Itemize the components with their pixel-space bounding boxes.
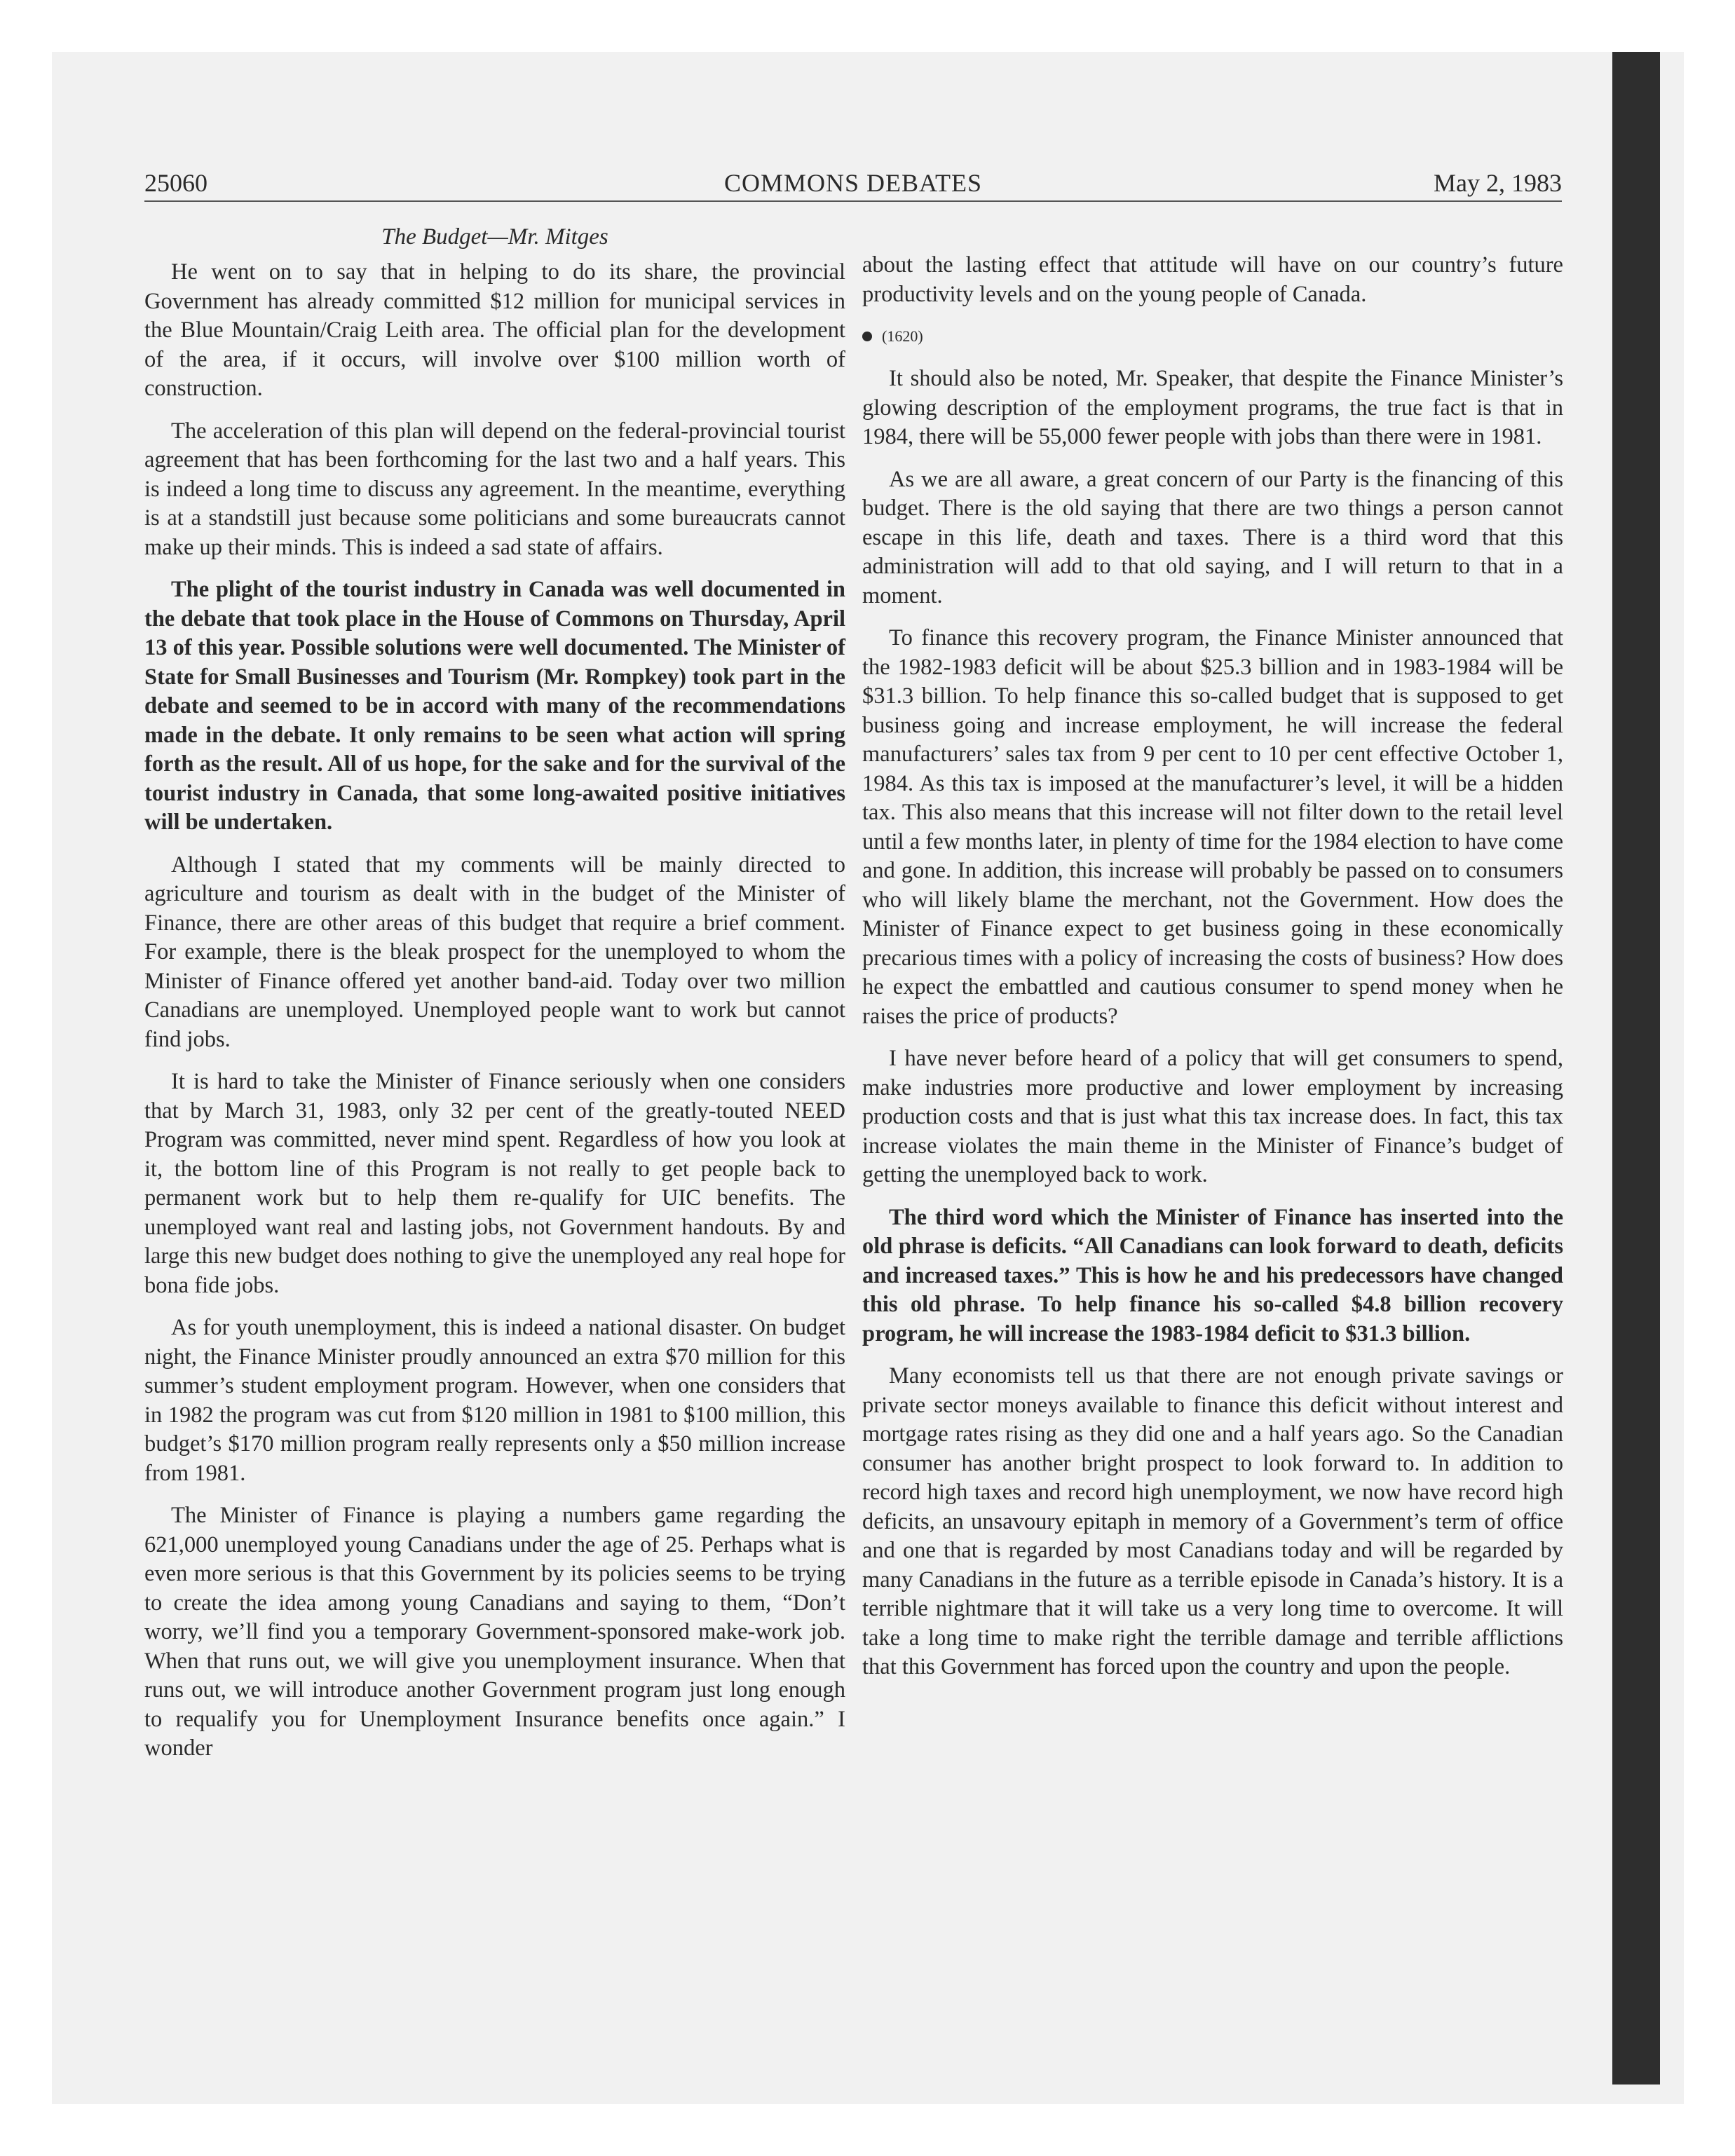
paragraph: The acceleration of this plan will depend on the federal-provincial tourist agreement that has been forthcoming for the last two and a half years. This is indeed a long time to discuss any agreement. In the meantime, everything is at a standstill just because some politicians and some bureaucrats cannot make up their minds. This is indeed a sad state of affairs. [144, 418, 845, 560]
paragraph: Although I stated that my comments will be mainly directed to agriculture and tourism as dealt with in the budget of the Minister of Finance, there are other areas of this budget that require a brief comment. For example, there is the bleak prospect for the unemployed to whom the Minister of Finance offered yet another band-aid. Today over two million Canadians are unemployed. Unemployed people want to work but cannot find jobs. [144, 852, 845, 1052]
paragraph: The Minister of Finance is playing a numbers game regarding the 621,000 unemployed young Canadians under the age of 25. Perhaps what is even more serious is that this Government by its policies seems to be trying to create the idea among young Canadians and saying to them, “Don’t worry, we’ll find you a temporary Government-sponsored make-work job. When that runs out, we will give you unemployment insurance. When that runs out, we will introduce another Government program just long enough to requalify you for Unemployment Insurance benefits once again.” I wonder [144, 1503, 845, 1761]
paragraph: As for youth unemployment, this is indeed a national disaster. On budget night, the Finance Minister proudly announced an extra $70 million for this summer’s student employment program. However, when one considers that in 1982 the program was cut from $120 million in 1981 to $100 million, this budget’s $170 million program really represents only a $50 million increase from 1981. [144, 1315, 845, 1486]
left-column [144, 221, 845, 1777]
header-rule [144, 200, 1562, 202]
publication-date: May 2, 1983 [1434, 169, 1562, 197]
paragraph: The third word which the Minister of Finance has inserted into the old phrase is deficits. “All Canadians can look forward to death, deficits and increased taxes.” This is how he and his predecessors have changed this old phrase. To help finance his so-called $4.8 billion recovery program, he will increase the 1983-1984 deficit to $31.3 billion. [862, 1204, 1563, 1346]
paragraph: The plight of the tourist industry in Canada was well documented in the debate that took place in the House of Commons on Thursday, April 13 of this year. Possible solutions were well documented. The Minister of State for Small Businesses and Tourism (Mr. Rompkey) took part in the debate and seemed to be in accord with many of the recommendations made in the debate. It only remains to be seen what action will spring forth as the result. All of us hope, for the sake and for the survival of the tourist industry in Canada, that some long-awaited positive initiatives will be undertaken. [144, 577, 845, 835]
time-marker-label: (1620) [882, 327, 923, 345]
paragraph: It should also be noted, Mr. Speaker, that despite the Finance Minister’s glowing description of the employment programs, the true fact is that in 1984, there will be 55,000 fewer people with jobs than there were in 1981. [862, 366, 1563, 449]
time-marker [862, 322, 1563, 350]
right-column [862, 251, 1563, 1696]
paragraph-continuation: about the lasting effect that attitude will have on our country’s future productivity levels and on the young people of Canada. [862, 252, 1563, 307]
paragraph: Many economists tell us that there are not enough private savings or private sector moneys available to finance this deficit without interest and mortgage rates rising as they did one and a half years ago. So the Canadian consumer has another bright prospect to look forward to. In addition to record high taxes and record high unemployment, we now have record high deficits, an unsavoury epitaph in memory of a Government’s term of office and one that is regarded by most Canadians today and will be regarded by many Canadians in the future as a terrible episode in Canada’s history. It is a terrible nightmare that it will take us a very long time to overcome. It will take a long time to make right the terrible damage and terrible afflictions that this Government has forced upon the country and upon the people. [862, 1363, 1563, 1679]
scan-edge-shadow [1612, 52, 1660, 2085]
paragraph: As we are all aware, a great concern of our Party is the financing of this budget. There is the old saying that there are two things a person cannot escape in this life, death and taxes. There is a third word that this administration will add to that old saying, and I will return to that in a moment. [862, 466, 1563, 608]
paragraph: It is hard to take the Minister of Finance seriously when one considers that by March 31, 1983, only 32 per cent of the greatly-touted NEED Program was committed, never mind spent. Regardless of how you look at it, the bottom line of this Program is not really to get people back to permanent work but to help them re-qualify for UIC benefits. The unemployed want real and lasting jobs, not Government handouts. By and large this new budget does nothing to give the unemployed any real hope for bona fide jobs. [144, 1069, 845, 1298]
bullet-icon [862, 332, 872, 341]
section-subheading: The Budget—Mr. Mitges [381, 224, 608, 250]
paragraph: To finance this recovery program, the Finance Minister announced that the 1982-1983 deficit will be about $25.3 billion and in 1983-1984 will be $31.3 billion. To help finance this so-called budget that is supposed to get business going and increase employment, he will increase the federal manufacturers’ sales tax from 9 per cent to 10 per cent effective October 1, 1984. As this tax is imposed at the manufacturer’s level, it will be a hidden tax. This also means that this increase will not filter down to the retail level until a few months later, in plenty of time for the 1984 election to have come and gone. In addition, this increase will probably be passed on to consumers who will likely blame the merchant, not the Government. How does the Minister of Finance expect to get business going in these economically precarious times with a policy of increasing the costs of business? How does he expect the embattled and cautious consumer to spend money when he raises the price of products? [862, 625, 1563, 1029]
paragraph: I have never before heard of a policy that will get consumers to spend, make industries more productive and lower employment by increasing production costs and that is just what this tax increase does. In fact, this tax increase violates the main theme in the Minister of Finance’s budget of getting the unemployed back to work. [862, 1046, 1563, 1187]
publication-title: COMMONS DEBATES [723, 169, 983, 197]
page-number: 25060 [144, 169, 207, 197]
paragraph: He went on to say that in helping to do its share, the provincial Government has already committed $12 million for municipal services in the Blue Mountain/Craig Leith area. The official plan for the development of the area, if it occurs, will involve over $100 million worth of construction. [144, 259, 845, 401]
page-header [144, 167, 1562, 202]
